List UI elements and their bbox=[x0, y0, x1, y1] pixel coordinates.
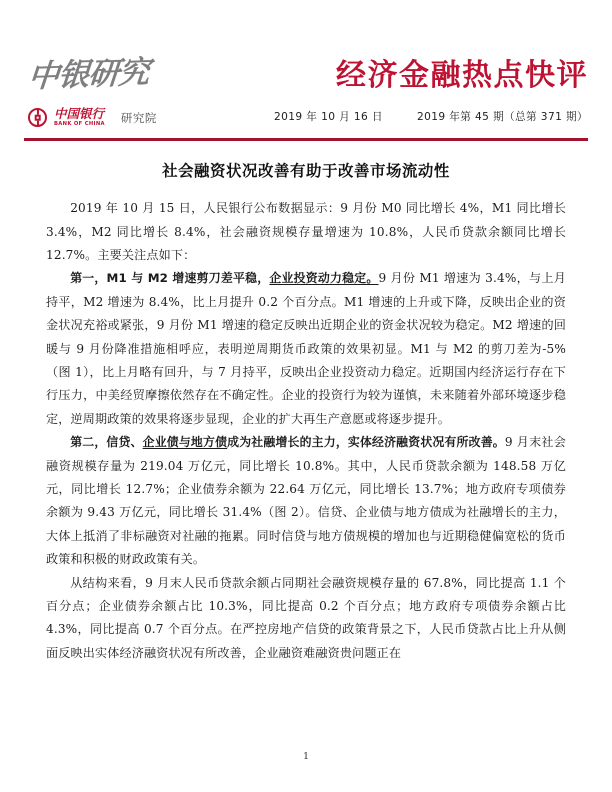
boc-wordmark bbox=[54, 108, 105, 127]
issue-info bbox=[274, 109, 588, 124]
point-one-lead-underlined: 企业投资动力稳定。 bbox=[269, 271, 379, 286]
bank-name-en: BANK OF CHINA bbox=[54, 121, 105, 127]
point-two-lead-c: 成为社融增长的主力，实体经济融资状况有所改善。 bbox=[227, 435, 505, 450]
document-masthead bbox=[0, 52, 612, 142]
issue-number: 2019 年第 45 期（总第 371 期） bbox=[416, 111, 588, 123]
bank-name-cn: 中国银行 bbox=[54, 106, 105, 121]
paragraph-point-one bbox=[46, 267, 566, 431]
brand-script-logo: 中银研究 bbox=[26, 54, 151, 95]
page-title: 社会融资状况改善有助于改善市场流动性 bbox=[162, 162, 450, 180]
paragraph-structure bbox=[46, 572, 566, 666]
paragraph-point-two bbox=[46, 431, 566, 571]
publication-date: 2019 年 10 月 16 日 bbox=[273, 111, 383, 123]
publication-title: 经济金融热点快评 bbox=[336, 58, 588, 93]
point-one-lead: 第一，M1 与 M2 增速剪刀差平稳， bbox=[70, 271, 270, 286]
paragraph-intro bbox=[46, 197, 566, 267]
article-body bbox=[46, 160, 566, 665]
boc-coin-icon bbox=[28, 108, 47, 127]
paragraph-structure-text: 从结构来看，9 月末人民币贷款余额占同期社会融资规模存量的 67.8%，同比提高 1.1 个百分点；企业债券余额占比 10.3%，同比提高 0.2 个百分点；地方政府专项债券余额占比 4.3%，同比提高 0.7 个百分点。在严控房地产信贷的政策背景之下，人民币贷款占比上升从侧面反映出实体经济融资状况有所改善，企业融资难融资贵问题正在 bbox=[46, 575, 566, 660]
point-one-text: 9 月份 M1 增速为 3.4%，与上月持平，M2 增速为 8.4%，比上月提升 0.2 个百分点。M1 增速的上升或下降，反映出企业的资金状况充裕或紧张，9 月份 M1 增速的稳定反映出近期企业的资金状况较为稳定。M2 增速的回暖与 9 月份降准措施相呼应，表明逆周期货币政策的效果初显。M1 与 M2 的剪刀差为-5%（图 1），比上月略有回升，与 7 月持平，反映出企业投资动力稳定。近期国内经济运行存在下行压力，中美经贸摩擦依然存在不确定性。企业的投资行为较为谨慎，未来随着外部环境逐步稳定，逆周期政策的效果将逐步显现，企业的扩大再生产意愿或将逐步提升。 bbox=[46, 271, 566, 426]
point-two-text: 9 月末社会融资规模存量为 219.04 万亿元，同比增长 10.8%。其中，人民币贷款余额为 148.58 万亿元，同比增长 12.7%；企业债券余额为 22.64 万亿元，同比增长 13.7%；地方政府专项债券余额为 9.43 万亿元，同比增长 31.4%（图 2）。信贷、企业债与地方债成为社融增长的主力，大体上抵消了非标融资对社融的拖累。同时信贷与地方债规模的增加也与近期稳健偏宽松的货币政策和积极的财政政策有关。 bbox=[46, 435, 566, 567]
point-two-lead-a: 第二，信贷、 bbox=[70, 435, 143, 450]
page-number: 1 bbox=[302, 751, 310, 762]
paragraph-intro-text: 2019 年 10 月 15 日，人民银行公布数据显示：9 月份 M0 同比增长 4%，M1 同比增长 3.4%，M2 同比增长 8.4%，社会融资规模存量增速为 10.8%，人民币贷款余额同比增长 12.7%。主要关注点如下： bbox=[46, 201, 566, 262]
institute-label: 研究院 bbox=[120, 110, 157, 125]
bank-of-china-logo bbox=[28, 108, 157, 127]
point-two-lead-underlined: 企业债与地方债 bbox=[142, 435, 228, 450]
masthead-divider bbox=[24, 138, 588, 141]
